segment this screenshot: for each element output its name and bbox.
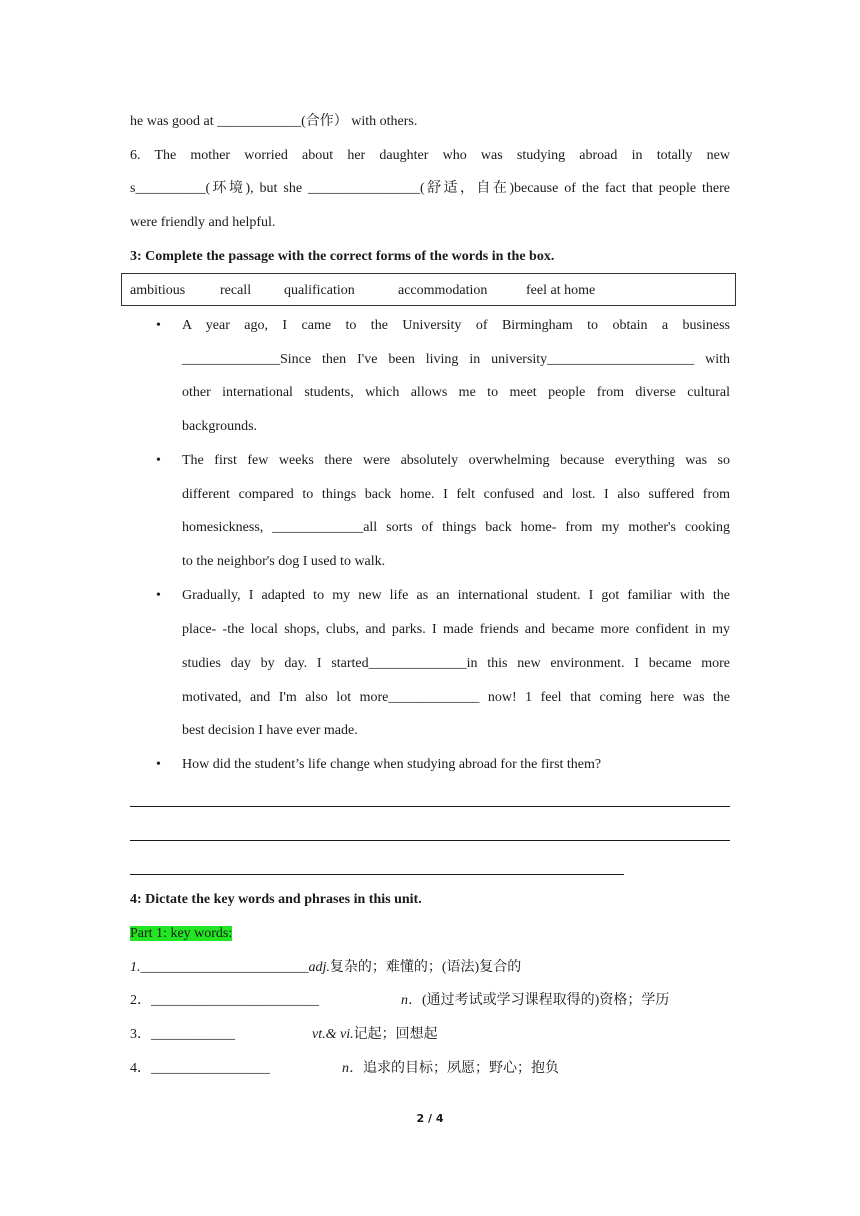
word-box-item: recall [220, 283, 252, 298]
section-3-heading: 3: Complete the passage with the correct forms of the words in the box. [130, 249, 555, 264]
item-blank[interactable]: _________________ [151, 1061, 270, 1076]
word-box-item: feel at home [526, 283, 596, 298]
item-pos: adj. [308, 960, 330, 975]
item-number: 3． [130, 1027, 151, 1042]
vocab-item-4 [130, 1059, 730, 1079]
passage-line: different compared to things back home. I felt confused and lost. I also suffered from [182, 487, 730, 502]
q6-line-3: were friendly and helpful. [130, 215, 276, 230]
item-pos: n． [342, 1061, 363, 1076]
bullet-marker: • [156, 588, 161, 603]
passage-line: Gradually, I adapted to my new life as an international student. I got familiar with the [182, 588, 730, 603]
item-meaning: (通过考试或学习课程取得的)资格；学历 [422, 993, 670, 1008]
item-number: 4． [130, 1061, 151, 1076]
passage-line: best decision I have ever made. [182, 723, 358, 738]
item-number: 2． [130, 993, 151, 1008]
item-number: 1. [130, 960, 141, 975]
item-pos: vt.& vi. [312, 1027, 354, 1042]
item-blank[interactable]: ________________________ [151, 993, 319, 1008]
passage-line: place- -the local shops, clubs, and parks. I made friends and became more confident in my [182, 622, 730, 637]
item-meaning: 复杂的；难懂的；(语法)复合的 [329, 960, 522, 975]
passage-line: backgrounds. [182, 419, 258, 434]
passage-line: A year ago, I came to the University of Birmingham to obtain a business [182, 318, 730, 333]
passage-line: to the neighbor's dog I used to walk. [182, 554, 386, 569]
page-number: 2 / 4 [416, 1112, 444, 1125]
word-box-item: qualification [284, 283, 355, 298]
section-4-heading: 4: Dictate the key words and phrases in this unit. [130, 892, 422, 907]
vocab-item-2 [130, 991, 730, 1011]
item-definition [312, 1025, 438, 1045]
item-meaning: 追求的目标；夙愿；野心；抱负 [363, 1061, 559, 1076]
item-definition [401, 991, 669, 1011]
item-meaning: 记起；回想起 [353, 1027, 438, 1042]
q5-tail: he was good at ____________(合作） with others. [130, 114, 418, 129]
bullet-marker: • [156, 318, 161, 333]
item-definition [342, 1059, 559, 1079]
item-blank[interactable]: ____________ [151, 1027, 235, 1042]
vocab-item-1 [130, 958, 730, 978]
item-blank[interactable]: ________________________ [140, 960, 309, 975]
q6-line-2: s__________(环境), but she ________________(舒适，自在)because of the fact that people there [130, 181, 730, 196]
passage-line: other international students, which allows me to meet people from diverse cultural [182, 385, 730, 400]
answer-line[interactable] [130, 840, 730, 841]
vocab-item-3 [130, 1025, 730, 1045]
bullet-marker: • [156, 757, 161, 772]
word-box-item: ambitious [130, 283, 186, 298]
item-pos: n． [401, 993, 422, 1008]
passage-line: homesickness, _____________all sorts of things back home- from my mother's cooking [182, 520, 730, 535]
question-line: How did the student’s life change when studying abroad for the first them? [182, 757, 602, 772]
passage-line: motivated, and I'm also lot more_____________ now! 1 feel that coming here was the [182, 690, 730, 705]
answer-line[interactable] [130, 806, 730, 807]
word-box [121, 273, 736, 306]
part-1-label [130, 924, 730, 944]
answer-line[interactable] [130, 874, 624, 875]
passage-line: ______________Since then I've been living in university_____________________ with [182, 352, 730, 367]
word-box-item: accommodation [398, 283, 488, 298]
q6-line-1: 6. The mother worried about her daughter who was studying abroad in totally new [130, 148, 730, 163]
bullet-marker: • [156, 453, 161, 468]
passage-line: studies day by day. I started______________in this new environment. I became more [182, 656, 730, 671]
part-1-highlight: Part 1: key words: [130, 926, 233, 941]
passage-line: The first few weeks there were absolutely overwhelming because everything was so [182, 453, 730, 468]
